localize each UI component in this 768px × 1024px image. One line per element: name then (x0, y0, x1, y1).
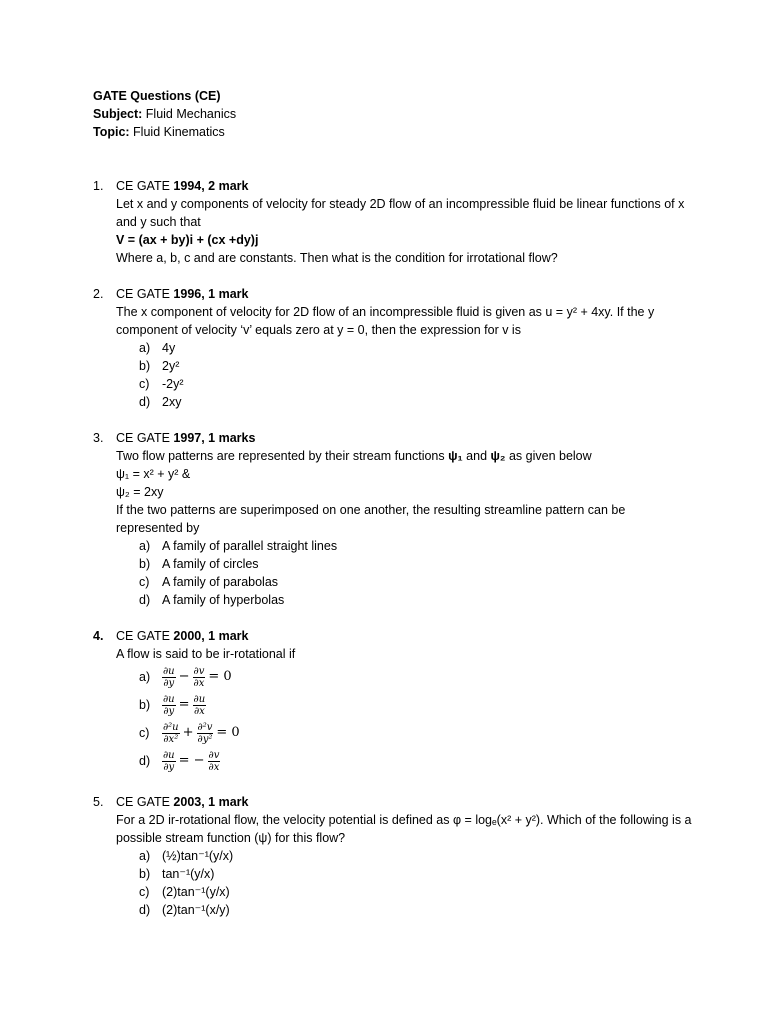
fraction: $\frac{\partial u}{\partial x}$ (193, 693, 206, 717)
question-3-options (139, 537, 693, 609)
question-4-text: A flow is said to be ir-rotational if (116, 647, 296, 661)
document-title: GATE Questions (CE) (93, 89, 221, 103)
option-a: a) (½)tan⁻¹(y/x) (139, 849, 234, 863)
question-3: 3. CE GATE 1997, 1 marks Two flow patterns are represented by their stream functions ψ₁ and ψ₂ as given below ψ₁ = x² + y² & ψ₂ = 2xy If the two patterns are superimposed on one another, the resulting streamline pattern can be represented by a) A family of parallel straight lines b) A family of circles c) A family of parabolas d) A family of hyperbolas (93, 429, 693, 609)
option-d: d) 2xy (139, 395, 182, 409)
fraction: $\frac{\text{∂²u}}{\text{∂x²}}$ (163, 721, 179, 745)
question-5: 5. CE GATE 2003, 1 mark For a 2D ir-rotational flow, the velocity potential is defined as φ = logₑ(x² + y²). Which of the following is a possible stream function (ψ) for this flow? a) (½)tan⁻¹(y/x) b) tan⁻¹(y/x) c) (2)tan⁻¹(y/x) d) (2)tan⁻¹(x/y) (93, 795, 692, 917)
document-page (93, 87, 693, 919)
question-4-options (139, 663, 693, 775)
question-1-text: Let x and y components of velocity for steady 2D flow of an incompressible fluid be linear functions of x and y such that (116, 197, 685, 229)
question-2-title: CE GATE 1996, 1 mark (116, 287, 249, 301)
question-1-tail: Where a, b, c and are constants. Then what is the condition for irrotational flow? (116, 251, 558, 265)
option-b: b) 2y² (139, 359, 180, 373)
option-b: b) $\frac{\partial u}{\partial y}$ = $\frac{\partial u}{\partial x}$ (139, 693, 206, 717)
question-3-eq2: ψ₂ = 2xy (116, 485, 164, 499)
question-3-text2: If the two patterns are superimposed on one another, the resulting streamline pattern can be represented by (116, 503, 626, 535)
question-2-options (139, 339, 693, 411)
question-3-title: CE GATE 1997, 1 marks (116, 431, 256, 445)
topic-line: Topic: Fluid Kinematics (93, 125, 225, 139)
fraction: $\frac{\text{∂²v}}{\text{∂y²}}$ (197, 721, 213, 745)
question-5-options (139, 847, 693, 919)
option-b: b) tan⁻¹(y/x) (139, 867, 215, 881)
fraction: $\frac{\partial u}{\partial y}$ (163, 665, 175, 689)
subject-line: Subject: Fluid Mechanics (93, 107, 237, 121)
fraction: $\frac{\partial u}{\partial y}$ (163, 693, 175, 717)
question-1-title: CE GATE 1994, 2 mark (116, 179, 249, 193)
option-c: c) -2y² (139, 377, 184, 391)
question-2: 2. CE GATE 1996, 1 mark The x component of velocity for 2D flow of an incompressible fluid is given as u = y² + 4xy. If the y component of velocity ‘v’ equals zero at y = 0, then the expression for v is a) 4y b) 2y² c) -2y² d) 2xy (93, 285, 693, 411)
option-c: c) A family of parabolas (139, 575, 279, 589)
option-d: d) (2)tan⁻¹(x/y) (139, 903, 230, 917)
option-a: a) 4y (139, 341, 176, 355)
option-c: c) $\frac{\text{∂²u}}{\text{∂x²}}$ + $\frac{\text{∂²v}}{\text{∂y²}}$ = 0 (139, 721, 240, 745)
question-5-title: CE GATE 2003, 1 mark (116, 795, 249, 809)
option-b: b) A family of circles (139, 557, 259, 571)
question-4-title: CE GATE 2000, 1 mark (116, 629, 249, 643)
option-a: a) A family of parallel straight lines (139, 539, 338, 553)
option-d: d) A family of hyperbolas (139, 593, 285, 607)
option-d: d) $\frac{\partial u}{\partial y}$ = − $\frac{\partial v}{\partial x}$ (139, 749, 220, 773)
fraction: $\frac{\partial u}{\partial y}$ (163, 749, 175, 773)
question-3-eq1: ψ₁ = x² + y² & (116, 467, 191, 481)
question-1: 1. CE GATE 1994, 2 mark Let x and y components of velocity for steady 2D flow of an incompressible fluid be linear functions of x and y such that V = (ax + by)i + (cx +dy)j Where a, b, c and are constants. Then what is the condition for irrotational flow? (93, 177, 693, 267)
fraction: $\frac{\partial v}{\partial x}$ (208, 749, 220, 773)
question-4: 4. CE GATE 2000, 1 mark A flow is said to be ir-rotational if a) $\frac{\partial u}{\partial y}$ − $\frac{\partial v}{\partial x}$ = 0 b) $\frac{\partial u}{\partial y}$ = $\frac{\partial u}{\partial x}$ c) $\frac{\text{∂²u}}{\text{∂x²}}$ + $\frac{\text{∂²v}}{\text{∂y²}}$ = 0 d) $\frac{\partial u}{\partial y}$ = − $\frac{\partial v}{\partial x}$ (93, 627, 693, 775)
option-a: a) $\frac{\partial u}{\partial y}$ − $\frac{\partial v}{\partial x}$ = 0 (139, 665, 232, 689)
fraction: $\frac{\partial v}{\partial x}$ (193, 665, 205, 689)
question-5-text: For a 2D ir-rotational flow, the velocity potential is defined as φ = logₑ(x² + y²). Which of the following is a possible stream function (ψ) for this flow? (116, 813, 692, 845)
question-3-text: Two flow patterns are represented by their stream functions ψ₁ and ψ₂ as given below (116, 449, 592, 463)
question-1-equation: V = (ax + by)i + (cx +dy)j (116, 233, 259, 247)
option-c: c) (2)tan⁻¹(y/x) (139, 885, 230, 899)
document-header (93, 87, 693, 141)
question-2-text: The x component of velocity for 2D flow of an incompressible fluid is given as u = y² + 4xy. If the y component of velocity ‘v’ equals zero at y = 0, then the expression for v is (116, 305, 655, 337)
